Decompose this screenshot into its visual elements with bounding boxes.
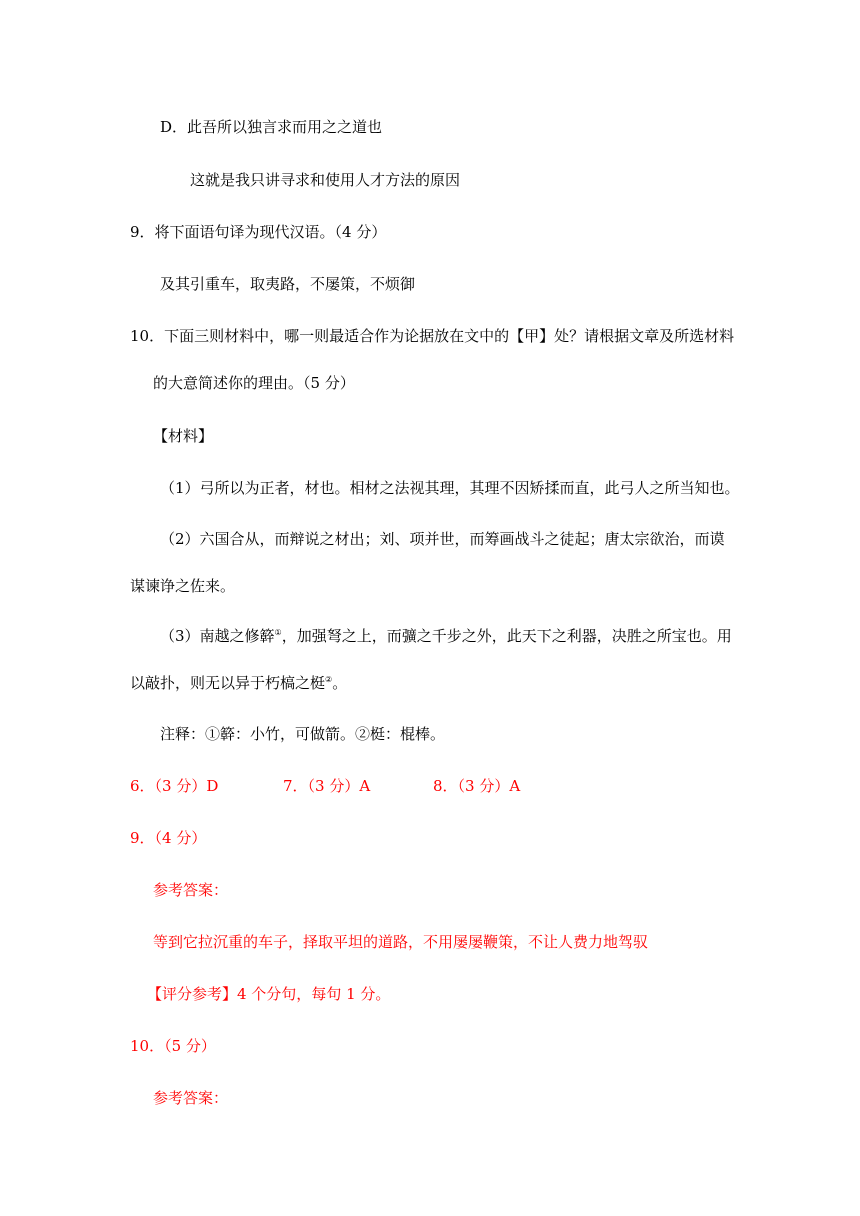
q9-prompt: 9．将下面语句译为现代汉语。（4 分）	[130, 223, 387, 241]
q9-sentence: 及其引重车，取夷路，不屡策，不烦御	[160, 275, 416, 293]
material-3-part1: （3）南越之修簳	[160, 627, 275, 645]
annotation: 注释：①簳：小竹，可做箭。②梃：棍棒。	[160, 725, 446, 743]
material-2-line2: 谋谏诤之佐来。	[130, 577, 236, 595]
answer-9-heading: 9．（4 分）	[130, 829, 207, 847]
answer-6: 6．（3 分）D	[130, 777, 219, 795]
material-3-line2-part1: 以敲扑，则无以异于朽槁之梃	[130, 674, 326, 692]
material-2-line1: （2）六国合从，而辩说之材出；刘、项并世，而筹画战斗之徒起；唐太宗欲治，而谟	[160, 530, 725, 548]
footnote-marker-1: ①	[274, 628, 282, 637]
answer-9-scoring: 【评分参考】4 个分句，每句 1 分。	[147, 985, 391, 1003]
material-3-line1	[160, 626, 732, 646]
material-3-part2: ，加强弩之上，而彍之千步之外，此天下之利器，决胜之所宝也。用	[281, 627, 732, 645]
material-heading: 【材料】	[153, 427, 214, 445]
answer-8: 8．（3 分）A	[433, 777, 521, 795]
answer-10-ref-label: 参考答案：	[153, 1089, 229, 1107]
answer-10-heading: 10．（5 分）	[130, 1037, 216, 1055]
material-3-line2	[130, 673, 347, 693]
answer-9-ref-label: 参考答案：	[153, 881, 229, 899]
answer-7: 7．（3 分）A	[283, 777, 371, 795]
footnote-marker-2: ②	[325, 675, 333, 684]
material-1: （1）弓所以为正者，材也。相材之法视其理，其理不因矫揉而直，此弓人之所当知也。	[160, 479, 740, 497]
answer-9-text: 等到它拉沉重的车子，择取平坦的道路，不用屡屡鞭策，不让人费力地驾驭	[153, 933, 649, 951]
q8-option-d: D．此吾所以独言求而用之之道也	[160, 118, 383, 136]
q8-option-d-translation: 这就是我只讲寻求和使用人才方法的原因	[190, 171, 461, 189]
q10-prompt-line2: 的大意简述你的理由。（5 分）	[153, 374, 355, 392]
material-3-line2-part2: 。	[332, 674, 348, 692]
q10-prompt-line1: 10．下面三则材料中，哪一则最适合作为论据放在文中的【甲】处？请根据文章及所选材料	[130, 327, 735, 345]
